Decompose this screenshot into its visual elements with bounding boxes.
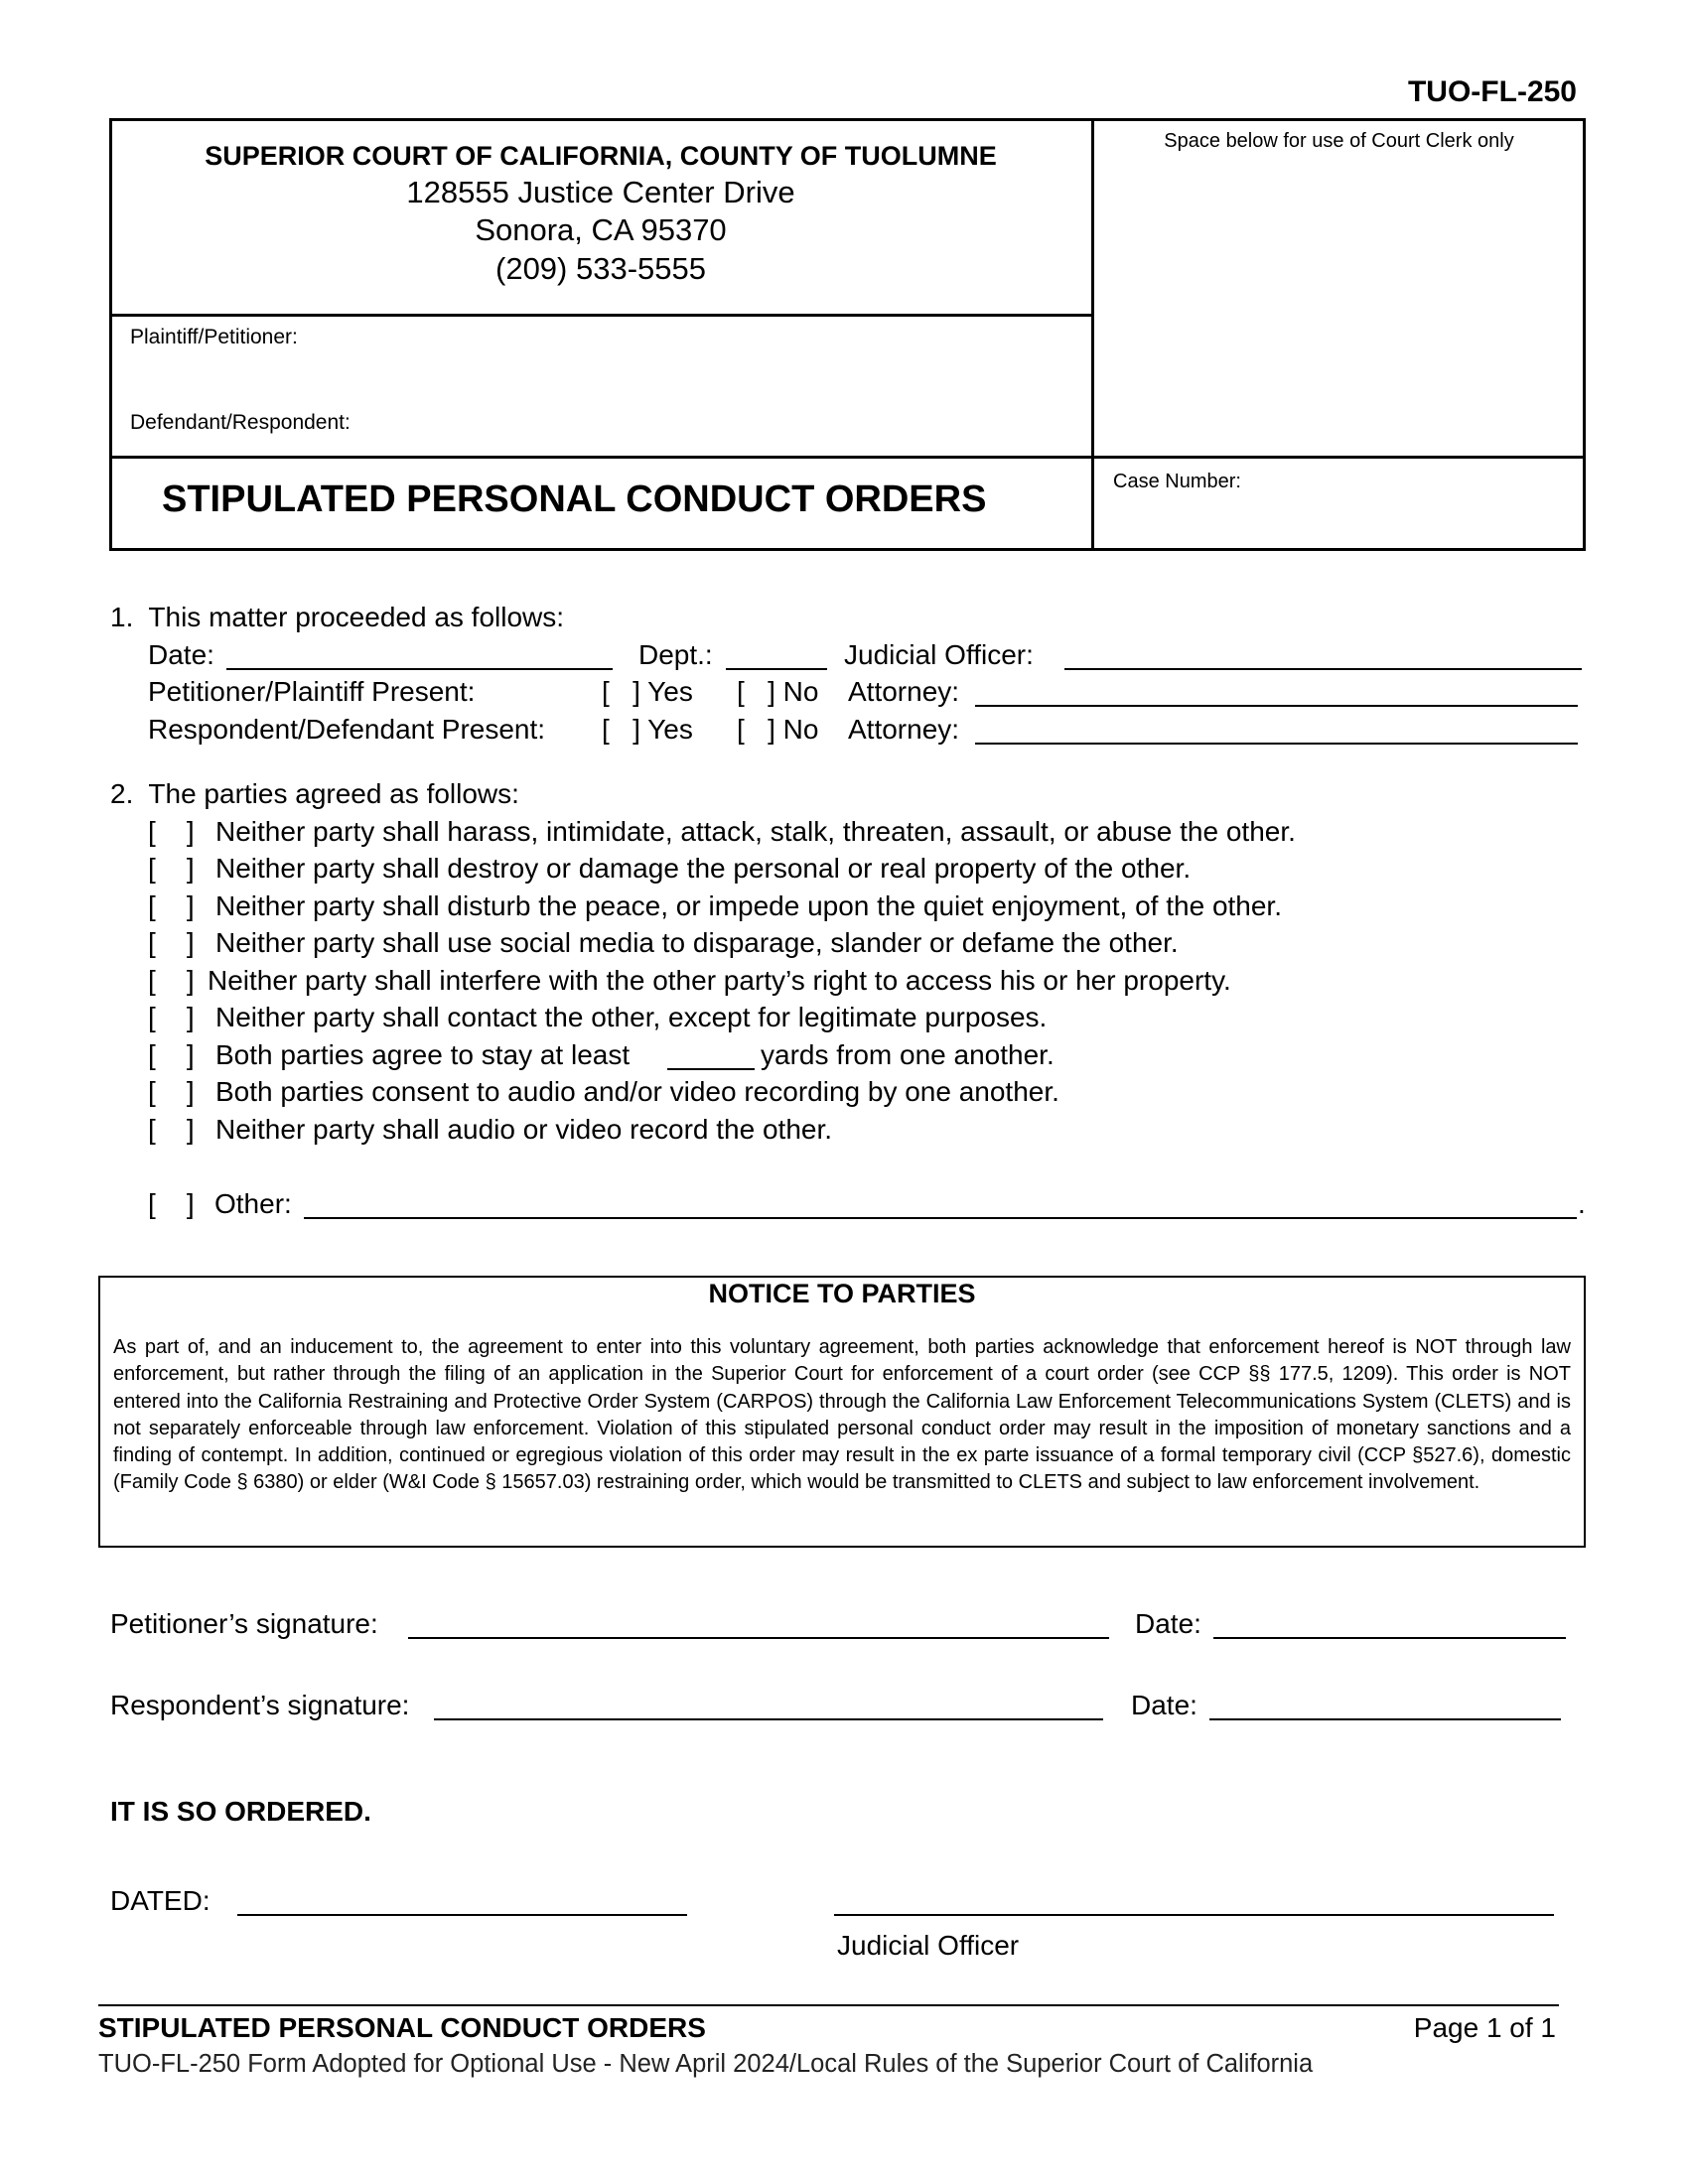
other-label: Other: bbox=[214, 1188, 292, 1219]
case-number-label: Case Number: bbox=[1113, 471, 1241, 492]
other-checkbox[interactable]: [ ] bbox=[148, 1188, 195, 1219]
respondent-attorney-label: Attorney: bbox=[848, 714, 960, 745]
respondent-present-label: Respondent/Defendant Present: bbox=[148, 714, 546, 745]
petitioner-present-yes-checkbox[interactable]: [ ] Yes bbox=[602, 676, 693, 707]
so-ordered: IT IS SO ORDERED. bbox=[110, 1796, 371, 1827]
petitioner-signature-label: Petitioner’s signature: bbox=[110, 1608, 378, 1639]
agreement-checkbox[interactable]: [ ] bbox=[148, 1114, 195, 1145]
agreement-checkbox[interactable]: [ ] bbox=[148, 927, 195, 958]
respondent-signature-label: Respondent’s signature: bbox=[110, 1690, 410, 1720]
defendant-label: Defendant/Respondent: bbox=[130, 411, 351, 434]
judicial-officer-field[interactable] bbox=[1064, 668, 1582, 670]
dept-field[interactable] bbox=[726, 668, 827, 670]
agreement-checkbox[interactable]: [ ] bbox=[148, 1039, 195, 1070]
agreement-item: Both parties consent to audio and/or video recording by one another. bbox=[215, 1076, 1059, 1107]
petitioner-date-label: Date: bbox=[1135, 1608, 1201, 1639]
agreement-checkbox[interactable]: [ ] bbox=[148, 853, 195, 884]
court-name: SUPERIOR COURT OF CALIFORNIA, COUNTY OF TUOLUMNE bbox=[205, 141, 997, 171]
page-title: STIPULATED PERSONAL CONDUCT ORDERS bbox=[162, 478, 987, 520]
page-number: Page 1 of 1 bbox=[1413, 2012, 1556, 2043]
judicial-officer-signature-field[interactable] bbox=[834, 1914, 1554, 1916]
dated-field[interactable] bbox=[237, 1914, 687, 1916]
respondent-signature-field[interactable] bbox=[434, 1718, 1103, 1720]
court-address: 128555 Justice Center Drive bbox=[406, 175, 795, 209]
dated-label: DATED: bbox=[110, 1885, 211, 1916]
yards-field[interactable] bbox=[667, 1068, 755, 1070]
caption-divider bbox=[109, 314, 1092, 317]
footer-title: STIPULATED PERSONAL CONDUCT ORDERS bbox=[98, 2012, 706, 2043]
hearing-date-field[interactable] bbox=[226, 668, 613, 670]
agreement-item: Neither party shall interfere with the other party’s right to access his or her property. bbox=[208, 965, 1231, 996]
respondent-present-yes-checkbox[interactable]: [ ] Yes bbox=[602, 714, 693, 745]
caption-divider bbox=[109, 456, 1586, 459]
agreement-item: Neither party shall destroy or damage the personal or real property of the other. bbox=[215, 853, 1192, 884]
petitioner-attorney-field[interactable] bbox=[975, 705, 1578, 707]
petitioner-date-field[interactable] bbox=[1213, 1637, 1566, 1639]
agreement-item: Neither party shall harass, intimidate, attack, stalk, threaten, assault, or abuse the other. bbox=[215, 816, 1296, 847]
respondent-date-label: Date: bbox=[1131, 1690, 1197, 1720]
section1-heading: 1. This matter proceeded as follows: bbox=[110, 602, 565, 632]
footer-rule bbox=[98, 2004, 1559, 2006]
agreement-item: Neither party shall disturb the peace, or impede upon the quiet enjoyment, of the other. bbox=[215, 890, 1282, 921]
agreement-checkbox[interactable]: [ ] bbox=[148, 1076, 195, 1107]
agreement-checkbox[interactable]: [ ] bbox=[148, 1002, 195, 1032]
clerk-note: Space below for use of Court Clerk only bbox=[1164, 130, 1514, 152]
section2-heading: 2. The parties agreed as follows: bbox=[110, 778, 519, 809]
date-label: Date: bbox=[148, 639, 214, 670]
agreement-checkbox[interactable]: [ ] bbox=[148, 890, 195, 921]
petitioner-present-no-checkbox[interactable]: [ ] No bbox=[737, 676, 819, 707]
agreement-checkbox[interactable]: [ ] bbox=[148, 965, 195, 996]
dept-label: Dept.: bbox=[638, 639, 713, 670]
form-id: TUO-FL-250 bbox=[1407, 75, 1577, 108]
judicial-officer-signature-label: Judicial Officer bbox=[837, 1930, 1020, 1961]
agreement-checkbox[interactable]: [ ] bbox=[148, 816, 195, 847]
yards-suffix: yards from one another. bbox=[761, 1039, 1055, 1070]
plaintiff-label: Plaintiff/Petitioner: bbox=[130, 326, 298, 348]
court-city: Sonora, CA 95370 bbox=[475, 212, 727, 247]
notice-body: As part of, and an inducement to, the agreement to enter into this voluntary agreement, both parties acknowledge that enforcement hereof is NOT through law enforcement, but rather through the filing of an application in the Superior Court for enforcement of a court order (see CCP §§ 177.5, 1209). This order is NOT entered into the California Restraining and Protective Order System (CARPOS) through the California Law Enforcement Telecommunications System (CLETS) and is not separately enforceable through law enforcement. Violation of this stipulated personal conduct order may result in the imposition of monetary sanctions and a finding of contempt. In addition, continued or egregious violation of this order may result in the ex parte issuance of a formal temporary civil (CCP §527.6), domestic (Family Code § 6380) or elder (W&I Code § 15657.03) restraining order, which would be transmitted to CLETS and subject to law enforcement involvement. bbox=[113, 1336, 1571, 1494]
respondent-attorney-field[interactable] bbox=[975, 743, 1578, 745]
other-period: . bbox=[1578, 1188, 1586, 1219]
agreement-item: Neither party shall use social media to disparage, slander or defame the other. bbox=[215, 927, 1179, 958]
respondent-date-field[interactable] bbox=[1209, 1718, 1561, 1720]
respondent-present-no-checkbox[interactable]: [ ] No bbox=[737, 714, 819, 745]
court-phone: (209) 533-5555 bbox=[495, 251, 706, 286]
petitioner-attorney-label: Attorney: bbox=[848, 676, 960, 707]
petitioner-present-label: Petitioner/Plaintiff Present: bbox=[148, 676, 476, 707]
notice-title: NOTICE TO PARTIES bbox=[708, 1279, 976, 1308]
agreement-item: Neither party shall contact the other, except for legitimate purposes. bbox=[215, 1002, 1048, 1032]
other-field[interactable] bbox=[304, 1217, 1577, 1219]
agreement-item: Both parties agree to stay at least bbox=[215, 1039, 631, 1070]
judicial-officer-label: Judicial Officer: bbox=[844, 639, 1034, 670]
petitioner-signature-field[interactable] bbox=[408, 1637, 1109, 1639]
adoption-note: TUO-FL-250 Form Adopted for Optional Use - New April 2024/Local Rules of the Superior Court of California bbox=[98, 2050, 1314, 2078]
agreement-item: Neither party shall audio or video record the other. bbox=[215, 1114, 833, 1145]
